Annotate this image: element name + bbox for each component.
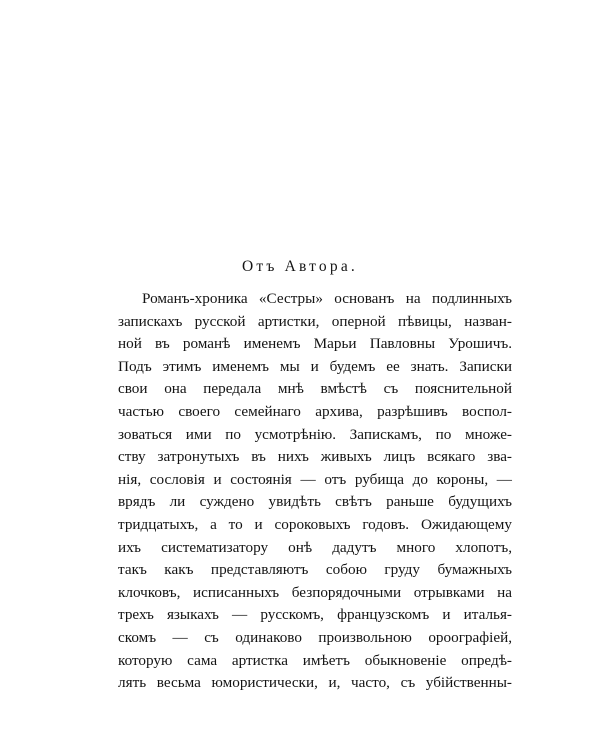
text-line: ной въ романѣ именемъ Марьи Павловны Урошичъ. <box>118 335 512 353</box>
text-line: нія, сословія и состоянія — отъ рубища до короны, — <box>118 470 512 488</box>
text-line: Романъ-хроника «Сестры» основанъ на подлинныхъ <box>142 290 512 307</box>
text-line: частью своего семейнаго архива, разрѣшивъ воспол- <box>118 402 512 420</box>
text-line: которую сама артистка имѣетъ обыкновеніе опредѣ- <box>118 651 512 669</box>
text-line: ихъ систематизатору онѣ дадутъ много хлопотъ, <box>118 538 512 556</box>
text-line: лять весьма юмористически, и, часто, съ убійственны- <box>118 674 512 692</box>
text-line: Подъ этимъ именемъ мы и будемъ ее знать. Записки <box>118 357 512 375</box>
text-line: тридцатыхъ, а то и сороковыхъ годовъ. Ожидающему <box>118 515 512 533</box>
text-line: зоваться ими по усмотрѣнію. Запискамъ, по множе- <box>118 425 512 443</box>
text-line: такъ какъ представляютъ собою груду бумажныхъ <box>118 561 512 579</box>
page-title: Отъ Автора. <box>241 258 358 275</box>
text-line: свои она передала мнѣ вмѣстѣ съ пояснительной <box>118 380 512 398</box>
text-line: скомъ — съ одинаково произвольною ороографіей, <box>118 628 512 646</box>
preface-paragraph <box>118 288 512 695</box>
text-line: запискахъ русской артистки, оперной пѣвицы, назван- <box>118 312 512 330</box>
text-line: клочковъ, исписанныхъ безпорядочными отрывками на <box>118 583 512 601</box>
text-line: трехъ языкахъ — русскомъ, французскомъ и италья- <box>118 606 512 624</box>
text-line: врядъ ли суждено увидѣть свѣтъ раньше будущихъ <box>118 493 512 511</box>
text-line: ству затронутыхъ въ нихъ живыхъ лицъ всякаго зва- <box>118 448 512 466</box>
